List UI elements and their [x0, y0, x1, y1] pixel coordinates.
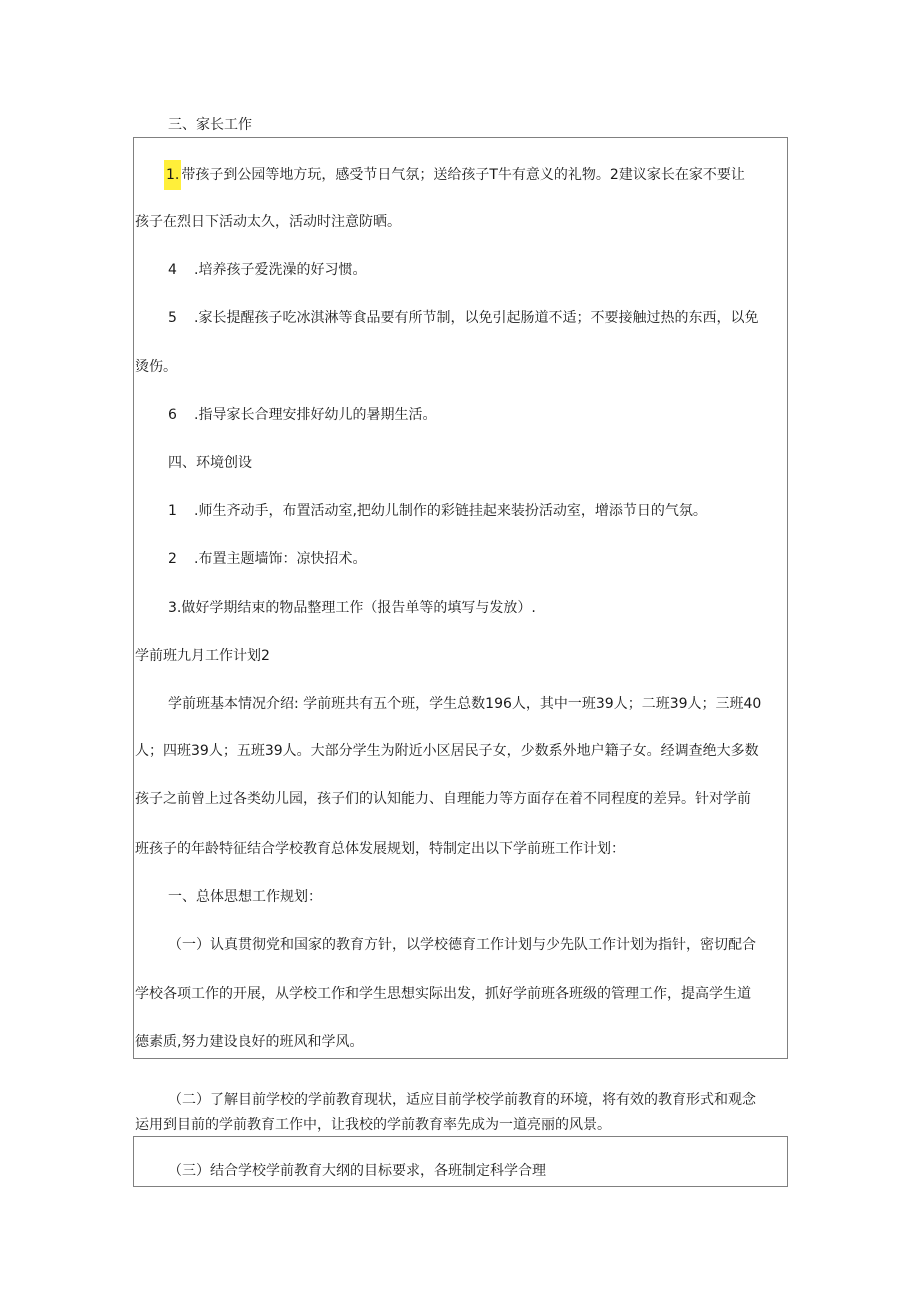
section3-item5-line2: 烫伤。: [135, 359, 177, 375]
section4-heading: 四、环境创设: [168, 455, 252, 471]
section3-item1-line2: 孩子在烈日下活动太久，活动时注意防晒。: [135, 214, 401, 230]
plan2-p1-line2: 学校各项工作的开展，从学校工作和学生思想实际出发，抓好学前班各班级的管理工作，提高学生道: [135, 986, 751, 1002]
plan2-heading1: 一、总体思想工作规划：: [168, 889, 322, 905]
section4-item2: 2 .布置主题墙饰：凉快招术。: [168, 551, 367, 567]
plan2-intro-line1: 学前班基本情况介绍: 学前班共有五个班，学生总数196人，其中一班39人；二班39人；三班40: [168, 696, 762, 712]
section3-item6: 6 .指导家长合理安排好幼儿的暑期生活。: [168, 407, 437, 423]
plan2-intro-line2: 人；四班39人；五班39人。大部分学生为附近小区居民子女，少数系外地户籍子女。经调查绝大多数: [135, 743, 759, 759]
plan2-p1-line3: 德素质,努力建设良好的班风和学风。: [135, 1034, 364, 1050]
highlight-item-number: 1.: [164, 160, 181, 190]
plan2-intro-line4: 班孩子的年龄特征结合学校教育总体发展规划，特制定出以下学前班工作计划：: [135, 841, 625, 857]
plan2-intro-line3: 孩子之前曾上过各类幼儿园，孩子们的认知能力、自理能力等方面存在着不同程度的差异。针对学前: [135, 791, 751, 807]
plan2-p2-line2: 运用到目前的学前教育工作中，让我校的学前教育率先成为一道亮丽的风景。: [135, 1117, 611, 1133]
plan2-p2-line1: （二）了解目前学校的学前教育现状，适应目前学校学前教育的环境，将有效的教育形式和观念: [168, 1092, 756, 1108]
section4-item3: 3.做好学期结束的物品整理工作（报告单等的填写与发放）.: [168, 600, 536, 616]
section3-item1-line1: 1. 带孩子到公园等地方玩，感受节日气氛；送给孩子T牛有意义的礼物。2建议家长在家不要让: [168, 160, 745, 190]
section4-item1: 1 .师生齐动手，布置活动室,把幼儿制作的彩链挂起来装扮活动室，增添节日的气氛。: [168, 503, 707, 519]
plan2-title: 学前班九月工作计划2: [135, 648, 270, 664]
plan2-p1-line1: （一）认真贯彻党和国家的教育方针，以学校德育工作计划与少先队工作计划为指针，密切配合: [168, 937, 756, 953]
section3-item4: 4 .培养孩子爱洗澡的好习惯。: [168, 262, 367, 278]
plan2-p3-line1: （三）结合学校学前教育大纲的目标要求，各班制定科学合理: [168, 1163, 546, 1179]
section3-item5-line1: 5 .家长提醒孩子吃冰淇淋等食品要有所节制，以免引起肠道不适；不要接触过热的东西，以免: [168, 310, 759, 326]
section3-heading: 三、家长工作: [168, 117, 252, 133]
